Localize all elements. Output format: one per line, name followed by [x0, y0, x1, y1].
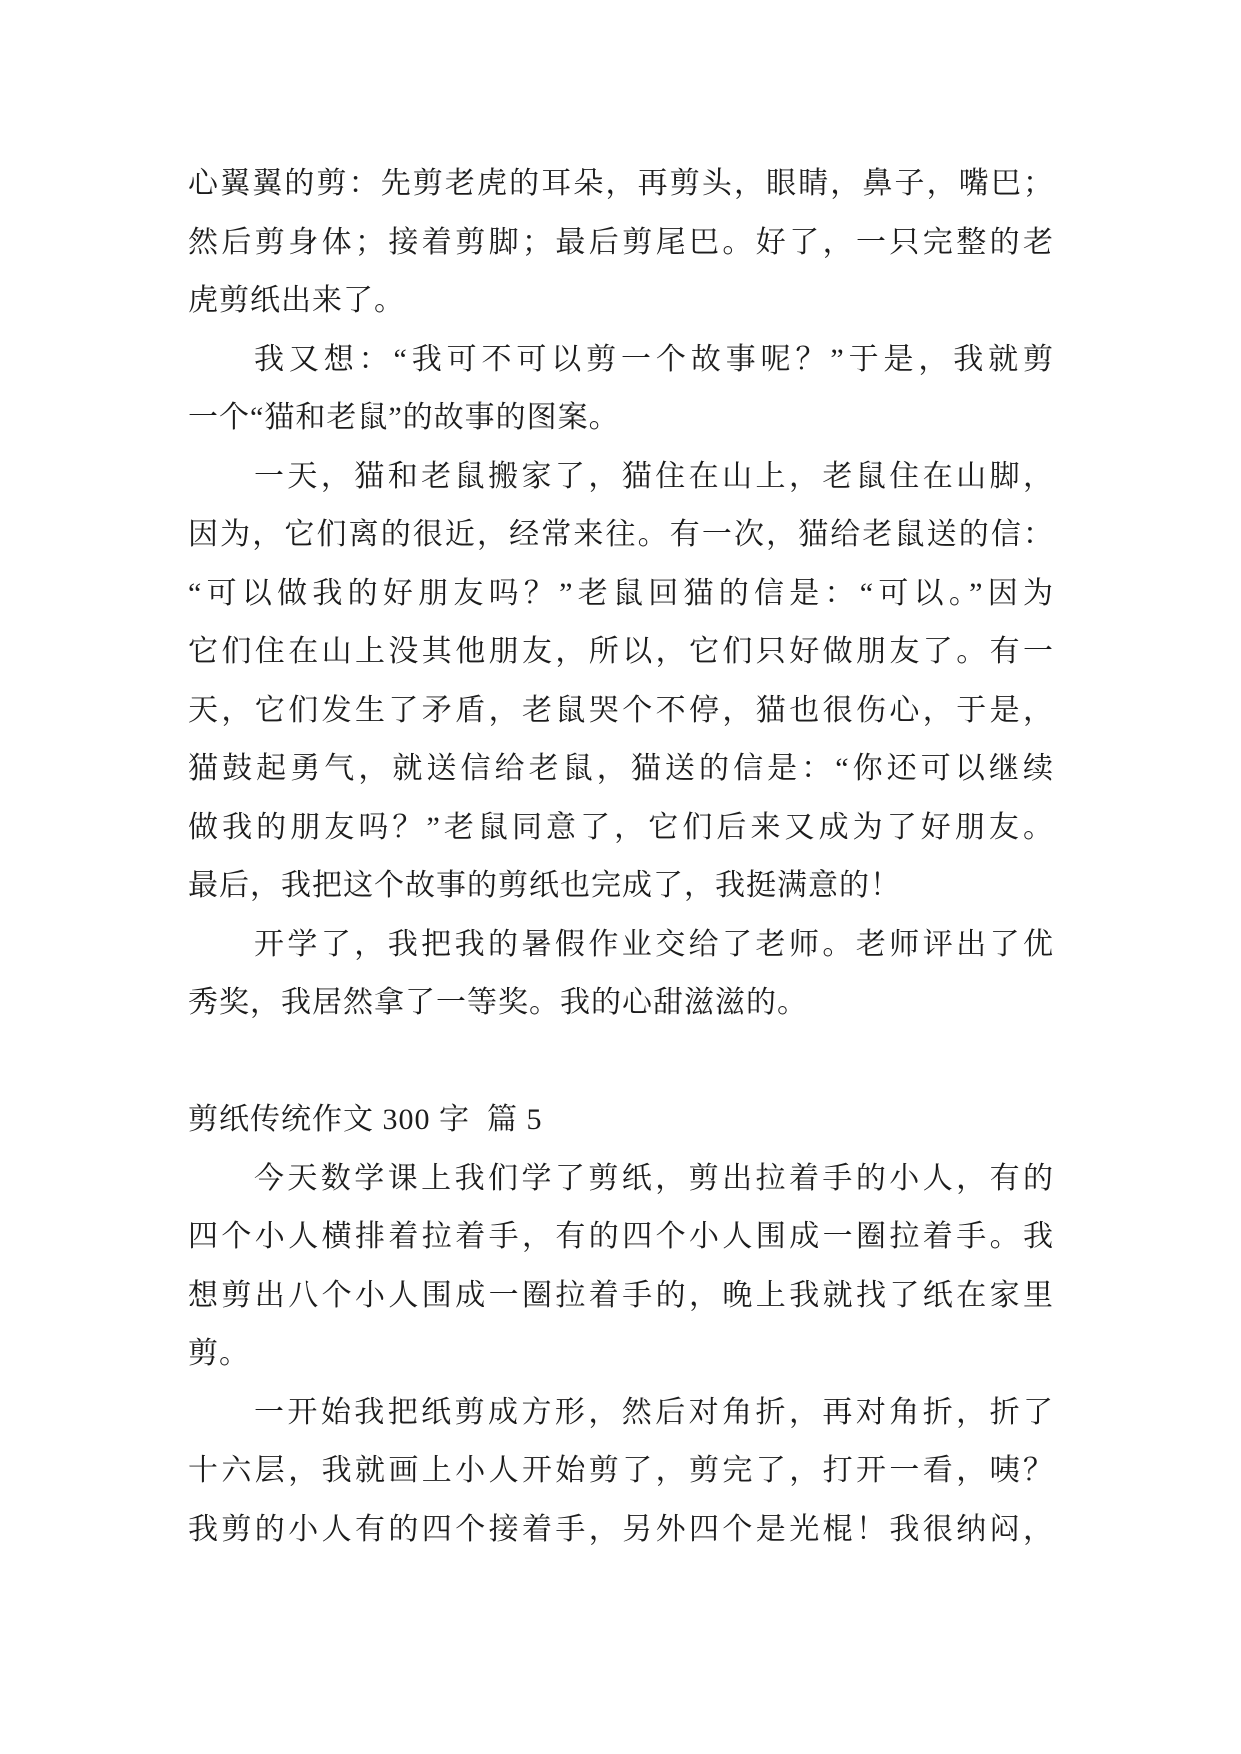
- text-line: 十六层，我就画上小人开始剪了，剪完了，打开一看，咦？: [188, 1454, 1054, 1487]
- paragraph: [188, 155, 1054, 331]
- section-title: 剪纸传统作文 300 字 篇 5: [188, 1103, 543, 1136]
- text-line: 一个“猫和老鼠”的故事的图案。: [188, 401, 620, 434]
- text-line: 我又想：“我可不可以剪一个故事呢？”于是，我就剪: [254, 342, 1054, 376]
- text-line: 它们住在山上没其他朋友，所以，它们只好做朋友了。有一: [188, 635, 1054, 668]
- paragraph: [188, 1384, 1054, 1560]
- paragraph: [188, 1150, 1054, 1384]
- text-line: 因为，它们离的很近，经常来往。有一次，猫给老鼠送的信：: [188, 518, 1054, 551]
- text-line: 开学了，我把我的暑假作业交给了老师。老师评出了优: [254, 927, 1054, 961]
- text-line: 剪。: [188, 1337, 250, 1370]
- text-line: 天，它们发生了矛盾，老鼠哭个不停，猫也很伤心，于是，: [188, 693, 1054, 727]
- text-line: 然后剪身体；接着剪脚；最后剪尾巴。好了，一只完整的老: [188, 225, 1054, 259]
- text-line: 我剪的小人有的四个接着手，另外四个是光棍！我很纳闷，: [188, 1512, 1054, 1546]
- text-line: 最后，我把这个故事的剪纸也完成了，我挺满意的！: [188, 869, 901, 902]
- text-line: 做我的朋友吗？”老鼠同意了，它们后来又成为了好朋友。: [188, 810, 1054, 844]
- document-body: [188, 155, 1054, 1559]
- text-line: 一开始我把纸剪成方形，然后对角折，再对角折，折了: [254, 1395, 1054, 1429]
- text-line: 猫鼓起勇气，就送信给老鼠，猫送的信是：“你还可以继续: [188, 752, 1054, 785]
- text-line: 一天，猫和老鼠搬家了，猫住在山上，老鼠住在山脚，: [254, 459, 1054, 493]
- paragraph: [188, 448, 1054, 916]
- paragraph: [188, 331, 1054, 448]
- paragraph: [188, 916, 1054, 1033]
- text-line: 心翼翼的剪：先剪老虎的耳朵，再剪头，眼睛，鼻子，嘴巴；: [188, 167, 1054, 200]
- text-line: 今天数学课上我们学了剪纸，剪出拉着手的小人，有的: [254, 1161, 1054, 1195]
- blank-line: [188, 1033, 1054, 1092]
- text-line: 秀奖，我居然拿了一等奖。我的心甜滋滋的。: [188, 986, 808, 1019]
- text-line: 想剪出八个小人围成一圈拉着手的，晚上我就找了纸在家里: [188, 1278, 1054, 1312]
- text-line: “可以做我的好朋友吗？”老鼠回猫的信是：“可以。”因为: [188, 576, 1054, 610]
- text-line: 四个小人横排着拉着手，有的四个小人围成一圈拉着手。我: [188, 1220, 1054, 1253]
- text-line: 虎剪纸出来了。: [188, 284, 405, 317]
